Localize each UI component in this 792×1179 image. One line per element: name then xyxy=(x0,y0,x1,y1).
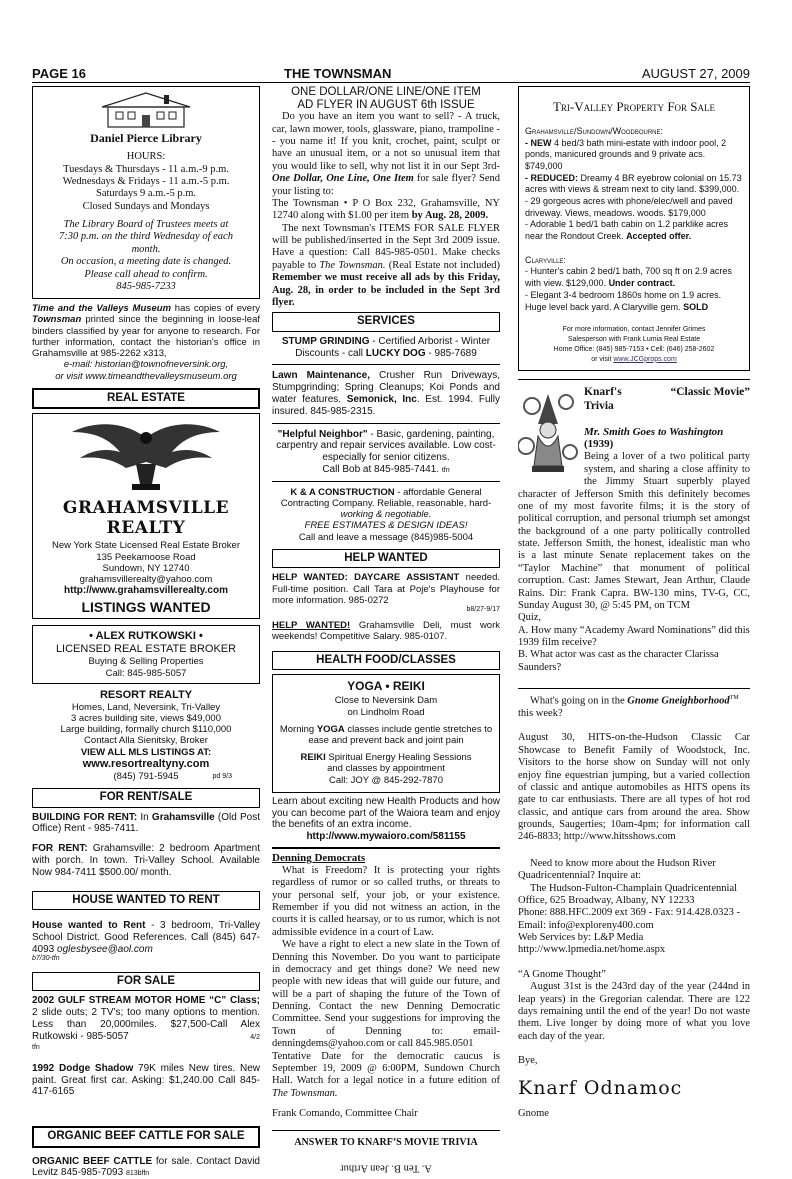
realty-address-2: Sundown, NY 12740 xyxy=(102,562,190,574)
hudson-phone: Phone: 888.HFC.2009 ext 369 - Fax: 914.428.0323 - Email: info@exploreny400.com xyxy=(518,907,740,931)
beef-rest: for sale. Contact David Levitz 845-985-7093 xyxy=(32,1155,260,1179)
contact-website[interactable]: www.JCGprops.com xyxy=(613,355,677,363)
museum-text-2: printed since the beginning in loose-leaf binders classified by year for anyone to research. For further information, contact the historian's office in Grahamsville at 985-2262 x313, xyxy=(32,314,260,360)
movie-title: Mr. Smith Goes to Washington xyxy=(584,425,724,438)
listing-6 xyxy=(525,290,743,313)
resort-code: pd 9/3 xyxy=(212,772,232,780)
gnome-bye: Bye, xyxy=(518,1055,538,1067)
listing-4 xyxy=(525,219,743,242)
reiki-description xyxy=(277,752,495,763)
resort-mls: VIEW ALL MLS LISTINGS AT: xyxy=(80,746,212,758)
reiki-appointment: and classes by appointment xyxy=(327,763,445,775)
listing-1-text: 4 bed/3 bath mini-estate with indoor pool, 2 ponds, manicured grounds and 9 private acs. $749,000 xyxy=(525,137,727,171)
flyer-p3d: Remember we must receive all ads by this Friday, Aug. 28, in order to be included in the Sept 3rd flyer. xyxy=(272,272,500,308)
services-ads xyxy=(272,336,500,543)
knarf-title-2: “Classic Movie” xyxy=(670,386,750,399)
resort-realty-ad xyxy=(32,689,260,782)
democrats-signature: Frank Comando, Committee Chair xyxy=(272,1108,418,1120)
ka-rest: - affordable General Contracting Company. Reliable, reasonable, hard- xyxy=(280,486,492,510)
divider xyxy=(272,364,500,365)
dodge-shadow-rest: 79K miles New tires. New paint. Great first car. Asking: $1,240.00 Call 845-417-6165 xyxy=(32,1062,260,1098)
reiki-desc-1: REIKI xyxy=(300,752,326,764)
region-grahamsville: Grahamsville/Sundown/Woodbourne: xyxy=(525,125,664,136)
yoga-description xyxy=(277,724,495,746)
flyer-p3b: The Townsman. xyxy=(319,259,386,271)
section-real-estate: REAL ESTATE xyxy=(32,388,260,410)
gnome-thought-title: “A Gnome Thought” xyxy=(518,968,606,980)
rutkowski-name: • ALEX RUTKOWSKI • xyxy=(89,630,203,643)
lawn-rest: Crusher Run Driveways, Stumpgrinding; Spring Cleanups; Koi Ponds and water features. xyxy=(272,370,500,406)
deli-rest: Grahamsville Deli, must work weekends! Competitive Salary. 985-0107. xyxy=(272,620,501,643)
section-health-food: HEALTH FOOD/CLASSES xyxy=(272,651,500,671)
library-hours-1: Tuesdays & Thursdays - 11 a.m.-9 p.m. xyxy=(63,163,229,175)
flyer-p3a: The next Townsman's ITEMS FOR SALE FLYER will be published/inserted in the Sept 3rd 2009 issue. Have a question: Call 845-985-0501. Make checks payable to xyxy=(272,222,500,271)
divider xyxy=(272,847,500,849)
region-claryville: Claryville: xyxy=(525,254,566,265)
rutkowski-call: Call: 845-985-5057 xyxy=(105,667,187,679)
listing-5-text: - Hunter's cabin 2 bed/1 bath, 700 sq ft on 2.9 acres with view. $129,000. xyxy=(525,266,732,289)
neighbor-call: Call Bob at 845-985-7441. xyxy=(322,464,440,476)
library-hours-title: HOURS: xyxy=(126,151,166,163)
rent-ad1-place: Grahamsville xyxy=(151,811,215,823)
museum-web: or visit www.timeandthevalleysmuseum.org xyxy=(55,370,237,382)
listing-6-text: - Elegant 3-4 bedroom 1860s home on 1.9 acres. Huge level back yard. A Claryville gem. xyxy=(525,289,722,312)
ka-italic-1: working & negotiable. xyxy=(340,509,432,521)
dodge-shadow-lead: 1992 Dodge Shadow xyxy=(32,1062,134,1074)
lawn-maintenance-ad xyxy=(272,370,500,417)
flyer-p3 xyxy=(272,223,500,310)
rent-ad1-rest: (Old Post Office) Rent - 985-7411. xyxy=(32,811,260,835)
gnome-q1: What's going on in the xyxy=(530,695,628,707)
library-note-4: On occasion, a meeting date is changed. xyxy=(60,256,232,268)
gnome-neighborhood xyxy=(518,695,750,1120)
ka-call: Call and leave a message (845)985-5004 xyxy=(298,531,474,543)
flyer-title xyxy=(272,86,500,111)
house-wanted-code: b7/30-tfn xyxy=(32,955,60,963)
resort-line-4: Contact Alla Sienitsky, Broker xyxy=(84,735,208,747)
flyer-p2a: The Townsman • P O Box 232, Grahamsville, NY 12740 along with $1.00 per item xyxy=(272,197,500,222)
for-sale-ads xyxy=(32,995,260,1098)
hudson-web-services: Web Services by: L&P Media xyxy=(518,932,644,944)
rent-ad1-mid: In xyxy=(137,811,152,823)
flyer-p1b: One Dollar, One Line, One Item xyxy=(272,173,414,185)
hudson-link[interactable]: http://www.lpmedia.net/home.aspx xyxy=(518,944,666,956)
ka-lead: K & A CONSTRUCTION xyxy=(290,486,395,498)
newspaper-title: THE TOWNSMAN xyxy=(284,66,392,81)
rent-ads xyxy=(32,812,260,879)
ka-italic-2: FREE ESTIMATES & DESIGN IDEAS! xyxy=(304,520,468,532)
yoga-desc-1: Morning xyxy=(279,723,317,735)
page-number: PAGE 16 xyxy=(32,66,86,81)
daycare-code: b8/27-9/17 xyxy=(466,606,500,613)
daycare-lead: HELP WANTED: DAYCARE ASSISTANT xyxy=(272,572,460,584)
listing-5-tail: Under contract. xyxy=(608,278,676,289)
tri-valley-property-ad xyxy=(518,86,750,371)
section-for-sale: FOR SALE xyxy=(32,972,260,992)
deli-ad xyxy=(272,620,500,642)
resort-phone: (845) 791-5945 xyxy=(113,770,179,782)
quiz-label: Quiz, xyxy=(518,612,542,624)
section-organic-beef: ORGANIC BEEF CATTLE FOR SALE xyxy=(32,1126,260,1148)
grahamsville-realty-ad xyxy=(32,413,260,619)
realty-tagline: New York State Licensed Real Estate Broker xyxy=(52,540,240,552)
flyer-title-1: ONE DOLLAR/ONE LINE/ONE ITEM xyxy=(291,86,481,98)
ka-construction-ad xyxy=(272,487,500,543)
gnome-icon xyxy=(518,386,578,478)
tri-valley-title: Tri-Valley Property For Sale xyxy=(552,99,716,114)
rutkowski-title: LICENSED REAL ESTATE BROKER xyxy=(55,643,237,656)
divider xyxy=(518,379,750,380)
trivia-answer-upside-down: A. Ten B. Jean Arthur xyxy=(340,1162,432,1174)
column-2 xyxy=(272,86,500,1174)
building-for-rent-ad xyxy=(32,812,260,836)
knarf-title-3: Trivia xyxy=(584,399,614,412)
listing-2 xyxy=(525,173,743,196)
movie-review: Being a lover of a two political party system, and sharing a close affinity to the Jimmy Stuart superbly played character of Jefferson Smith this definitely becomes one of my most favorite films; it is the story of political corruption, and personal triumph set amongst the background of a one party politically controlled state. Jefferson Smith, the honest, idealistic man who is a last minute Senate replacement takes on the “Taylor Machine” that monument of political corruption. Cast: James Stewart, Jean Arthur, Claude Rains. Dir: Frank Capra. BW-130 mins, TV-G, CC, Sunday August 30, @ 5:45 PM, on TCM xyxy=(518,451,750,611)
library-phone: 845-985-7233 xyxy=(116,280,176,292)
daycare-rest: needed. Full-time position. Call Tara at Poje's Playhouse for more information. 985-0272 xyxy=(272,572,501,606)
listing-4-text: - Adorable 1 bed/1 bath cabin on 1.2 parklike acres near the Rondout Creek. xyxy=(525,219,729,242)
museum-email: e-mail: historian@townofneversink.org, xyxy=(63,359,229,371)
yoga-reiki-title: YOGA • REIKI xyxy=(347,679,425,694)
daycare-ad xyxy=(272,572,500,606)
museum-townsman: Townsman xyxy=(32,314,82,326)
knarf-trivia xyxy=(518,386,750,674)
resort-line-2: 3 acres building site, views $49,000 xyxy=(71,713,221,724)
quiz-question-a: A. How many “Academy Award Nominations” did this 1939 film receive? xyxy=(518,624,750,649)
resort-website[interactable]: www.resortrealtyny.com xyxy=(82,757,210,770)
flyer-p1 xyxy=(272,111,500,198)
organic-beef-ad xyxy=(32,1156,260,1179)
rutkowski-ad xyxy=(32,625,260,683)
rutkowski-sub: Buying & Selling Properties xyxy=(88,656,204,668)
listing-6-tail: SOLD xyxy=(683,301,709,312)
divider xyxy=(518,688,750,689)
library-note-1: The Library Board of Trustees meets at xyxy=(63,219,229,231)
gnome-thought: August 31st is the 243rd day of the year (244nd in leap years) in the Gregorian calendar. There are 122 days remaining until the end of the year! Do not waste them. Live longer by doing more of what you love each day of the year. xyxy=(518,981,750,1042)
library-note-3: month. xyxy=(131,243,161,255)
rent-ad1-lead: BUILDING FOR RENT: xyxy=(32,811,138,823)
flyer-p2b: by Aug. 28, 2009. xyxy=(411,210,489,222)
yoga-desc-2: YOGA xyxy=(316,723,345,735)
library-hours-3: Saturdays 9 a.m.-5 p.m. xyxy=(95,188,197,200)
democrats-p1: What is Freedom? It is protecting your rights regardless of rumor or so called truths, or threats to your personal self, your job, or your existence. Remember if you did not witness an action, in the courts it is called hearsay, or to us rumor, which is not admissible evidence in a court of Law. xyxy=(272,864,500,938)
lawn-name: Semonick, Inc xyxy=(346,394,417,406)
reiki-desc-2: Spiritual Energy Healing Sessions xyxy=(325,752,472,764)
section-services: SERVICES xyxy=(272,312,500,332)
stump-grinding-ad xyxy=(272,336,500,360)
issue-date: AUGUST 27, 2009 xyxy=(641,66,750,81)
resort-name: RESORT REALTY xyxy=(99,688,193,701)
library-note-2: 7:30 p.m. on the third Wednesday of each xyxy=(59,231,233,243)
yoga-desc-3: classes include gentle stretches to ease and prevent back and joint pain xyxy=(308,723,493,746)
stump-lead: STUMP GRINDING xyxy=(281,335,370,347)
democrats-body xyxy=(272,865,500,1121)
gnome-question xyxy=(518,695,750,720)
neighbor-code: tfn xyxy=(441,467,450,475)
realty-address-1: 135 Peekamoose Road xyxy=(96,551,196,563)
museum-name: Time and the Valleys Museum xyxy=(32,303,172,315)
contact-line-4a: or visit xyxy=(591,355,614,363)
motor-home-code-2: tfn xyxy=(32,1044,40,1052)
library-note-5: Please call ahead to confirm. xyxy=(84,268,208,280)
house-wanted-lead: House wanted to Rent xyxy=(32,920,146,932)
motor-home-code: 4/2 xyxy=(250,1034,260,1042)
column-1 xyxy=(32,86,260,1179)
house-wanted-ad xyxy=(32,920,260,964)
lawn-lead: Lawn Maintenance, xyxy=(272,370,370,382)
lawn-end: . Est. 1994. Fully insured. 845-985-2315. xyxy=(272,394,500,417)
house-wanted-email[interactable]: oglesbysee@aol.com xyxy=(57,943,153,955)
democrats-title: Denning Democrats xyxy=(272,851,366,864)
beef-lead: ORGANIC BEEF CATTLE xyxy=(32,1155,153,1167)
waiora-text: Learn about exciting new Health Products and how you can become part of the Waiora team and enjoy the benefits of an extra income. xyxy=(272,795,500,831)
yoga-location-2: on Lindholm Road xyxy=(347,706,425,718)
hudson-office: The Hudson-Fulton-Champlain Quadricentennial Office, 625 Broadway, Albany, NY 12233 xyxy=(518,882,738,906)
museum-notice xyxy=(32,303,260,381)
hits-event: August 30, HITS-on-the-Hudson Classic Car Showcase to Benefit Family of Woodstock, Inc. Visitors to the horse show on Sunday will not only enjoy fine equestrian jumping, but a varied collection of classic and antique automobiles as HITS opens its gate to car enthusiasts. There are all types of hot rod classic, and antique cars from around the area. Show grounds, Saugerties; 10am-4pm; for information call 246-8833; http://www.hitsshows.com xyxy=(518,732,750,843)
gnome-q3: this week? xyxy=(518,708,563,720)
stump-end: - 985-7689 xyxy=(425,347,477,359)
motor-home-ad xyxy=(32,995,260,1042)
grahamsville-realty-logo: GRAHAMSVILLE REALTY xyxy=(62,498,230,539)
flyer-p2 xyxy=(272,198,500,223)
quiz-question-b: B. What actor was cast as the character Clarissa Saunders? xyxy=(518,649,719,673)
gnome-q2: Gnome Gneighborhood xyxy=(627,695,730,707)
contact-line-3: Home Office: (845) 985-7153 • Cell: (646) 258-2602 xyxy=(553,345,715,353)
motor-home-lead: 2002 GULF STREAM MOTOR HOME “C” Class; xyxy=(32,995,260,1007)
reiki-call: Call: JOY @ 845-292-7870 xyxy=(328,774,444,786)
library-hours-4: Closed Sundays and Mondays xyxy=(82,200,210,212)
helpful-neighbor-ad xyxy=(272,429,500,476)
movie-year: (1939) xyxy=(584,438,614,451)
flyer-title-2: AD FLYER IN AUGUST 6th ISSUE xyxy=(297,98,475,111)
listing-1 xyxy=(525,138,743,173)
realty-website[interactable]: http://www.grahamsvillerealty.com xyxy=(64,585,228,597)
waiora-website[interactable]: http://www.mywaioro.com/581155 xyxy=(306,831,466,843)
rent-ad2-lead: FOR RENT: xyxy=(32,843,88,855)
museum-text-1: has copies of every xyxy=(171,303,260,315)
resort-line-1: Homes, Land, Neversink, Tri-Valley xyxy=(71,701,221,713)
house-wanted-rest: - 3 bedroom, Tri-Valley School District. Good References. Call (845) 647-4093 xyxy=(32,920,260,955)
rent-ad2-rest: Grahamsville: 2 bedroom Apartment with porch. In town. Tri-Valley School. Available Now 984-7411 $500.00/ month. xyxy=(32,843,260,878)
democrats-p2: We have a right to elect a new slate in the Town of Denning this November. Do you want to participate in democracy and get things done? We need new people with new ideas that will guide our future, and will be a part of shaping the future of the Town of Denning. Contact the new Denning Democratic Committee. Send your suggestions for improving the Town of Denning to: email- denningdems@yahoo.com or call 845.985.0501 xyxy=(272,939,500,1050)
gnome-signature: Knarf Odnamoc xyxy=(518,1077,683,1100)
library-hours-2: Wednesdays & Fridays - 11 a.m.-5 p.m. xyxy=(62,175,230,187)
listing-5 xyxy=(525,266,743,289)
stump-name: LUCKY DOG xyxy=(365,347,426,359)
contact-line-4 xyxy=(525,355,743,365)
stump-rest: - Certified Arborist - Winter Discounts - call xyxy=(295,335,491,359)
column-3 xyxy=(518,86,750,1120)
listing-4-tail: Accepted offer. xyxy=(626,231,692,242)
dodge-shadow-ad xyxy=(32,1063,260,1098)
apartment-for-rent-ad xyxy=(32,843,260,878)
listing-3: - 29 gorgeous acres with phone/elec/well and paved driveway. Views, meadows. woods. $179,000 xyxy=(525,196,733,218)
divider xyxy=(272,423,500,424)
library-building-icon xyxy=(98,91,194,129)
trivia-answer-title: ANSWER TO KNARF’S MOVIE TRIVIA xyxy=(294,1137,478,1149)
democrats-p3b: The Townsman. xyxy=(272,1087,338,1099)
flyer-p3c: (Real Estate not included) xyxy=(385,259,500,271)
tri-valley-contact xyxy=(525,325,743,364)
listing-2-text: Dreamy 4 BR eyebrow colonial on 15.73 acres with views & stream next to city land. $399,000. xyxy=(525,172,742,195)
contact-line-2: Salesperson with Frank Lumia Real Estate xyxy=(567,336,701,343)
democrats-p3a: Tentative Date for the democratic caucus is September 19, 2009 @ 6:00PM, Sundown Church Hall. Watch for a legal notice in a future edition of xyxy=(272,1050,500,1087)
contact-line-1: For more information, contact Jennifer Grimes xyxy=(562,326,706,334)
listing-1-bold: - NEW xyxy=(525,137,552,148)
divider xyxy=(272,481,500,482)
gnome-tm: TM xyxy=(729,695,739,702)
resort-line-3: Large building, formally church $110,000 xyxy=(60,724,232,736)
flyer-body xyxy=(272,111,500,309)
section-help-wanted: HELP WANTED xyxy=(272,549,500,569)
library-name: Daniel Pierce Library xyxy=(90,131,202,145)
hudson-question: Need to know more about the Hudson River Quadricentennial? Inquire at: xyxy=(518,857,716,882)
realty-email[interactable]: grahamsvillerealty@yahoo.com xyxy=(79,573,213,585)
knarf-title-1: Knarf's xyxy=(584,386,622,399)
yoga-reiki-ad xyxy=(272,674,500,793)
help-wanted-ads xyxy=(272,572,500,642)
gnome-sign-title: Gnome xyxy=(518,1107,549,1119)
flyer-p1a: Do you have an item you want to sell? - A truck, car, lawn mower, tools, glassware, piano, trampoline -- you name it! If you knit, crochet, paint, sculpt or have an unusual item, or a not so unusual item that you would like to sell, why not list it in our Sept 3rd- xyxy=(272,111,500,172)
neighbor-rest: - Basic, gardening, painting, carpentry and repair services available. Low cost- especially for senior citizens. xyxy=(276,428,496,464)
page-header xyxy=(32,66,750,83)
neighbor-lead: "Helpful Neighbor" xyxy=(277,428,368,440)
democrats-p3 xyxy=(272,1051,500,1101)
motor-home-rest: 2 slide outs; 2 TV’s; too many options to mention. Less than 20,000miles. $27,500-Call Alex Rutkowski - 985-5057 xyxy=(32,1007,260,1042)
section-for-rent-sale: FOR RENT/SALE xyxy=(32,788,260,808)
library-box xyxy=(32,86,260,299)
divider xyxy=(272,1130,500,1131)
listings-wanted: LISTINGS WANTED xyxy=(81,598,211,615)
listing-2-bold: - REDUCED: xyxy=(525,172,578,183)
eagle-icon xyxy=(66,418,226,496)
yoga-location-1: Close to Neversink Dam xyxy=(334,695,438,707)
deli-lead: HELP WANTED! xyxy=(272,620,351,632)
beef-code: 813bffn xyxy=(125,1170,150,1178)
flyer-p1c: for sale flyer? Send your listing to: xyxy=(272,173,500,197)
section-house-wanted: HOUSE WANTED TO RENT xyxy=(32,891,260,911)
